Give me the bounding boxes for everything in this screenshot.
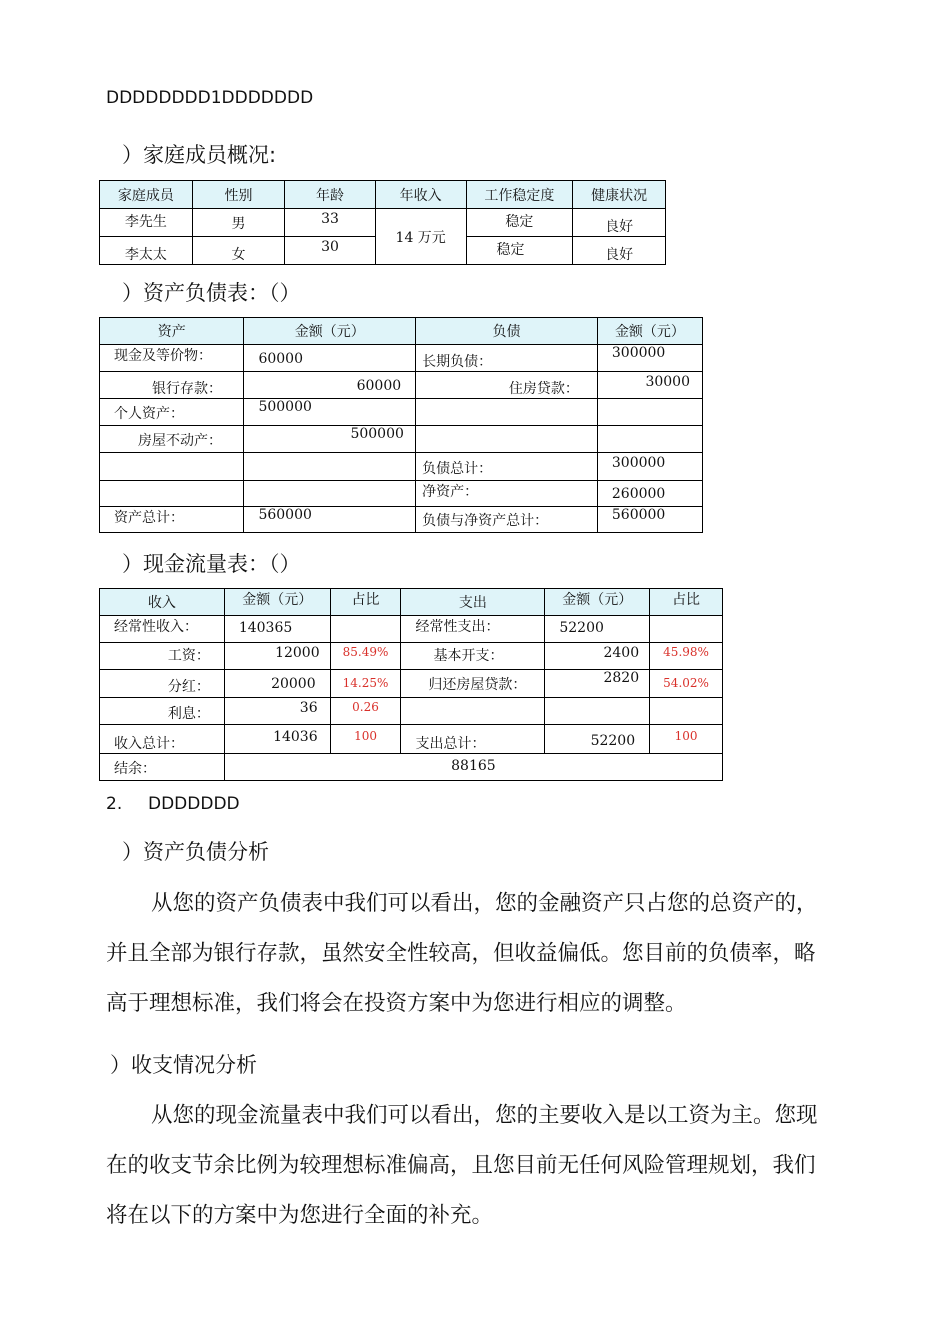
family-table bbox=[99, 180, 666, 265]
cell-expense-amount: 2820 bbox=[545, 670, 650, 698]
th-health: 健康状况 bbox=[573, 181, 666, 209]
cell-income-total-ratio: 100 bbox=[330, 725, 401, 754]
cell-liability-label: 净资产： bbox=[416, 481, 598, 507]
cell-income-ratio: 14.25% bbox=[330, 670, 401, 698]
cell-liability-label bbox=[416, 399, 598, 426]
cell-liability-label: 长期负债： bbox=[416, 345, 598, 372]
section-heading: DDDDDDD bbox=[148, 794, 240, 814]
cell-balance-label: 结余： bbox=[100, 754, 225, 781]
cell-asset-label: 现金及等价物： bbox=[100, 345, 244, 372]
th-income: 年收入 bbox=[375, 181, 466, 209]
cell-liability-total: 560000 bbox=[597, 507, 702, 533]
cell-health: 良好 bbox=[573, 237, 666, 265]
cell-age: 30 bbox=[285, 237, 376, 265]
cell-income-label: 分红： bbox=[100, 670, 225, 698]
cell-income-label: 经常性收入： bbox=[100, 616, 225, 643]
cell-expense-ratio: 54.02% bbox=[650, 670, 723, 698]
cell-liability-total-label: 负债与净资产总计： bbox=[416, 507, 598, 533]
cell-asset-value: 500000 bbox=[244, 399, 416, 426]
cell-asset-total: 560000 bbox=[244, 507, 416, 533]
cell-income-ratio: 0.26 bbox=[330, 698, 401, 725]
th-asset-amount: 金额（元） bbox=[244, 318, 416, 345]
cell-stability: 稳定 bbox=[466, 237, 573, 265]
cell-balance-value: 88165 bbox=[224, 754, 722, 781]
cell-income-amount: 140365 bbox=[224, 616, 330, 643]
cell-liability-label bbox=[416, 426, 598, 453]
th-assets: 资产 bbox=[100, 318, 244, 345]
cell-asset-value bbox=[244, 453, 416, 481]
cell-age: 33 bbox=[285, 209, 376, 237]
cell-member: 李太太 bbox=[100, 237, 193, 265]
cell-liability-label: 负债总计： bbox=[416, 453, 598, 481]
cell-expense-label bbox=[401, 698, 545, 725]
section-title-family: ）家庭成员概况: bbox=[122, 143, 277, 167]
paragraph-line: 从您的资产负债表中我们可以看出，您的金融资产只占您的总资产的， bbox=[151, 891, 818, 916]
cell-liability-value bbox=[597, 399, 702, 426]
section-title-cashflow: ）现金流量表：（） bbox=[122, 552, 301, 576]
cell-liability-label: 住房贷款： bbox=[416, 372, 598, 399]
section-number: 2. bbox=[106, 794, 123, 814]
cell-asset-value: 60000 bbox=[244, 372, 416, 399]
cell-annual-income: 14 万元 bbox=[375, 209, 466, 265]
paragraph-line: 将在以下的方案中为您进行全面的补充。 bbox=[106, 1203, 494, 1228]
paragraph-line: 从您的现金流量表中我们可以看出，您的主要收入是以工资为主。您现 bbox=[151, 1103, 818, 1128]
cell-asset-label: 银行存款： bbox=[100, 372, 244, 399]
paragraph-line: 并且全部为银行存款，虽然安全性较高，但收益偏低。您目前的负债率，略 bbox=[106, 941, 816, 966]
th-expense: 支出 bbox=[401, 589, 545, 616]
cell-health: 良好 bbox=[573, 209, 666, 237]
cell-income-amount: 36 bbox=[224, 698, 330, 725]
th-age: 年龄 bbox=[285, 181, 376, 209]
section-title-balance: ）资产负债表：（） bbox=[122, 281, 301, 305]
cell-expense-amount: 52200 bbox=[545, 616, 650, 643]
th-income-amount: 金额（元） bbox=[224, 589, 330, 616]
cell-asset-value: 60000 bbox=[244, 345, 416, 372]
cell-asset-label: 个人资产： bbox=[100, 399, 244, 426]
cell-income-total: 14036 bbox=[224, 725, 330, 754]
cell-asset-value bbox=[244, 481, 416, 507]
paragraph-line: 在的收支节余比例为较理想标准偏高，且您目前无任何风险管理规划，我们 bbox=[106, 1153, 816, 1178]
th-liabilities: 负债 bbox=[416, 318, 598, 345]
cell-liability-value: 260000 bbox=[597, 481, 702, 507]
th-expense-amount: 金额（元） bbox=[545, 589, 650, 616]
th-income: 收入 bbox=[100, 589, 225, 616]
cell-expense-ratio: 45.98% bbox=[650, 643, 723, 670]
cell-expense-total-ratio: 100 bbox=[650, 725, 723, 754]
cell-expense-label: 经常性支出： bbox=[401, 616, 545, 643]
cell-income-ratio bbox=[330, 616, 401, 643]
cell-income-label: 利息： bbox=[100, 698, 225, 725]
cell-liability-value: 300000 bbox=[597, 345, 702, 372]
page-header: DDDDDDDD1DDDDDDD bbox=[106, 88, 314, 108]
th-income-ratio: 占比 bbox=[330, 589, 401, 616]
balance-table bbox=[99, 317, 703, 533]
cell-member: 李先生 bbox=[100, 209, 193, 237]
cell-income-ratio: 85.49% bbox=[330, 643, 401, 670]
cell-expense-label: 基本开支： bbox=[401, 643, 545, 670]
cell-income-total-label: 收入总计： bbox=[100, 725, 225, 754]
cell-expense-ratio bbox=[650, 616, 723, 643]
th-stability: 工作稳定度 bbox=[466, 181, 573, 209]
cell-asset-total-label: 资产总计： bbox=[100, 507, 244, 533]
cell-liability-value bbox=[597, 426, 702, 453]
th-liability-amount: 金额（元） bbox=[597, 318, 702, 345]
cell-income-amount: 20000 bbox=[224, 670, 330, 698]
cell-asset-label: 房屋不动产： bbox=[100, 426, 244, 453]
cashflow-table bbox=[99, 588, 723, 781]
analysis-paragraph-balance bbox=[106, 879, 866, 1029]
th-expense-ratio: 占比 bbox=[650, 589, 723, 616]
cell-expense-amount bbox=[545, 698, 650, 725]
cell-asset-label bbox=[100, 481, 244, 507]
analysis-title-balance: ）资产负债分析 bbox=[122, 840, 269, 864]
cell-stability: 稳定 bbox=[466, 209, 573, 237]
cell-income-label: 工资： bbox=[100, 643, 225, 670]
cell-expense-label: 归还房屋贷款： bbox=[401, 670, 545, 698]
cell-gender: 女 bbox=[192, 237, 285, 265]
cell-expense-total-label: 支出总计： bbox=[401, 725, 545, 754]
th-gender: 性别 bbox=[192, 181, 285, 209]
cell-gender: 男 bbox=[192, 209, 285, 237]
cell-asset-value: 500000 bbox=[244, 426, 416, 453]
cell-expense-amount: 2400 bbox=[545, 643, 650, 670]
cell-asset-label bbox=[100, 453, 244, 481]
cell-liability-value: 300000 bbox=[597, 453, 702, 481]
cell-income-amount: 12000 bbox=[224, 643, 330, 670]
cell-expense-total: 52200 bbox=[545, 725, 650, 754]
analysis-paragraph-cashflow bbox=[106, 1091, 866, 1241]
th-member: 家庭成员 bbox=[100, 181, 193, 209]
cell-expense-ratio bbox=[650, 698, 723, 725]
paragraph-line: 高于理想标准，我们将会在投资方案中为您进行相应的调整。 bbox=[106, 991, 687, 1016]
cell-liability-value: 30000 bbox=[597, 372, 702, 399]
analysis-title-cashflow: ）收支情况分析 bbox=[110, 1053, 257, 1077]
